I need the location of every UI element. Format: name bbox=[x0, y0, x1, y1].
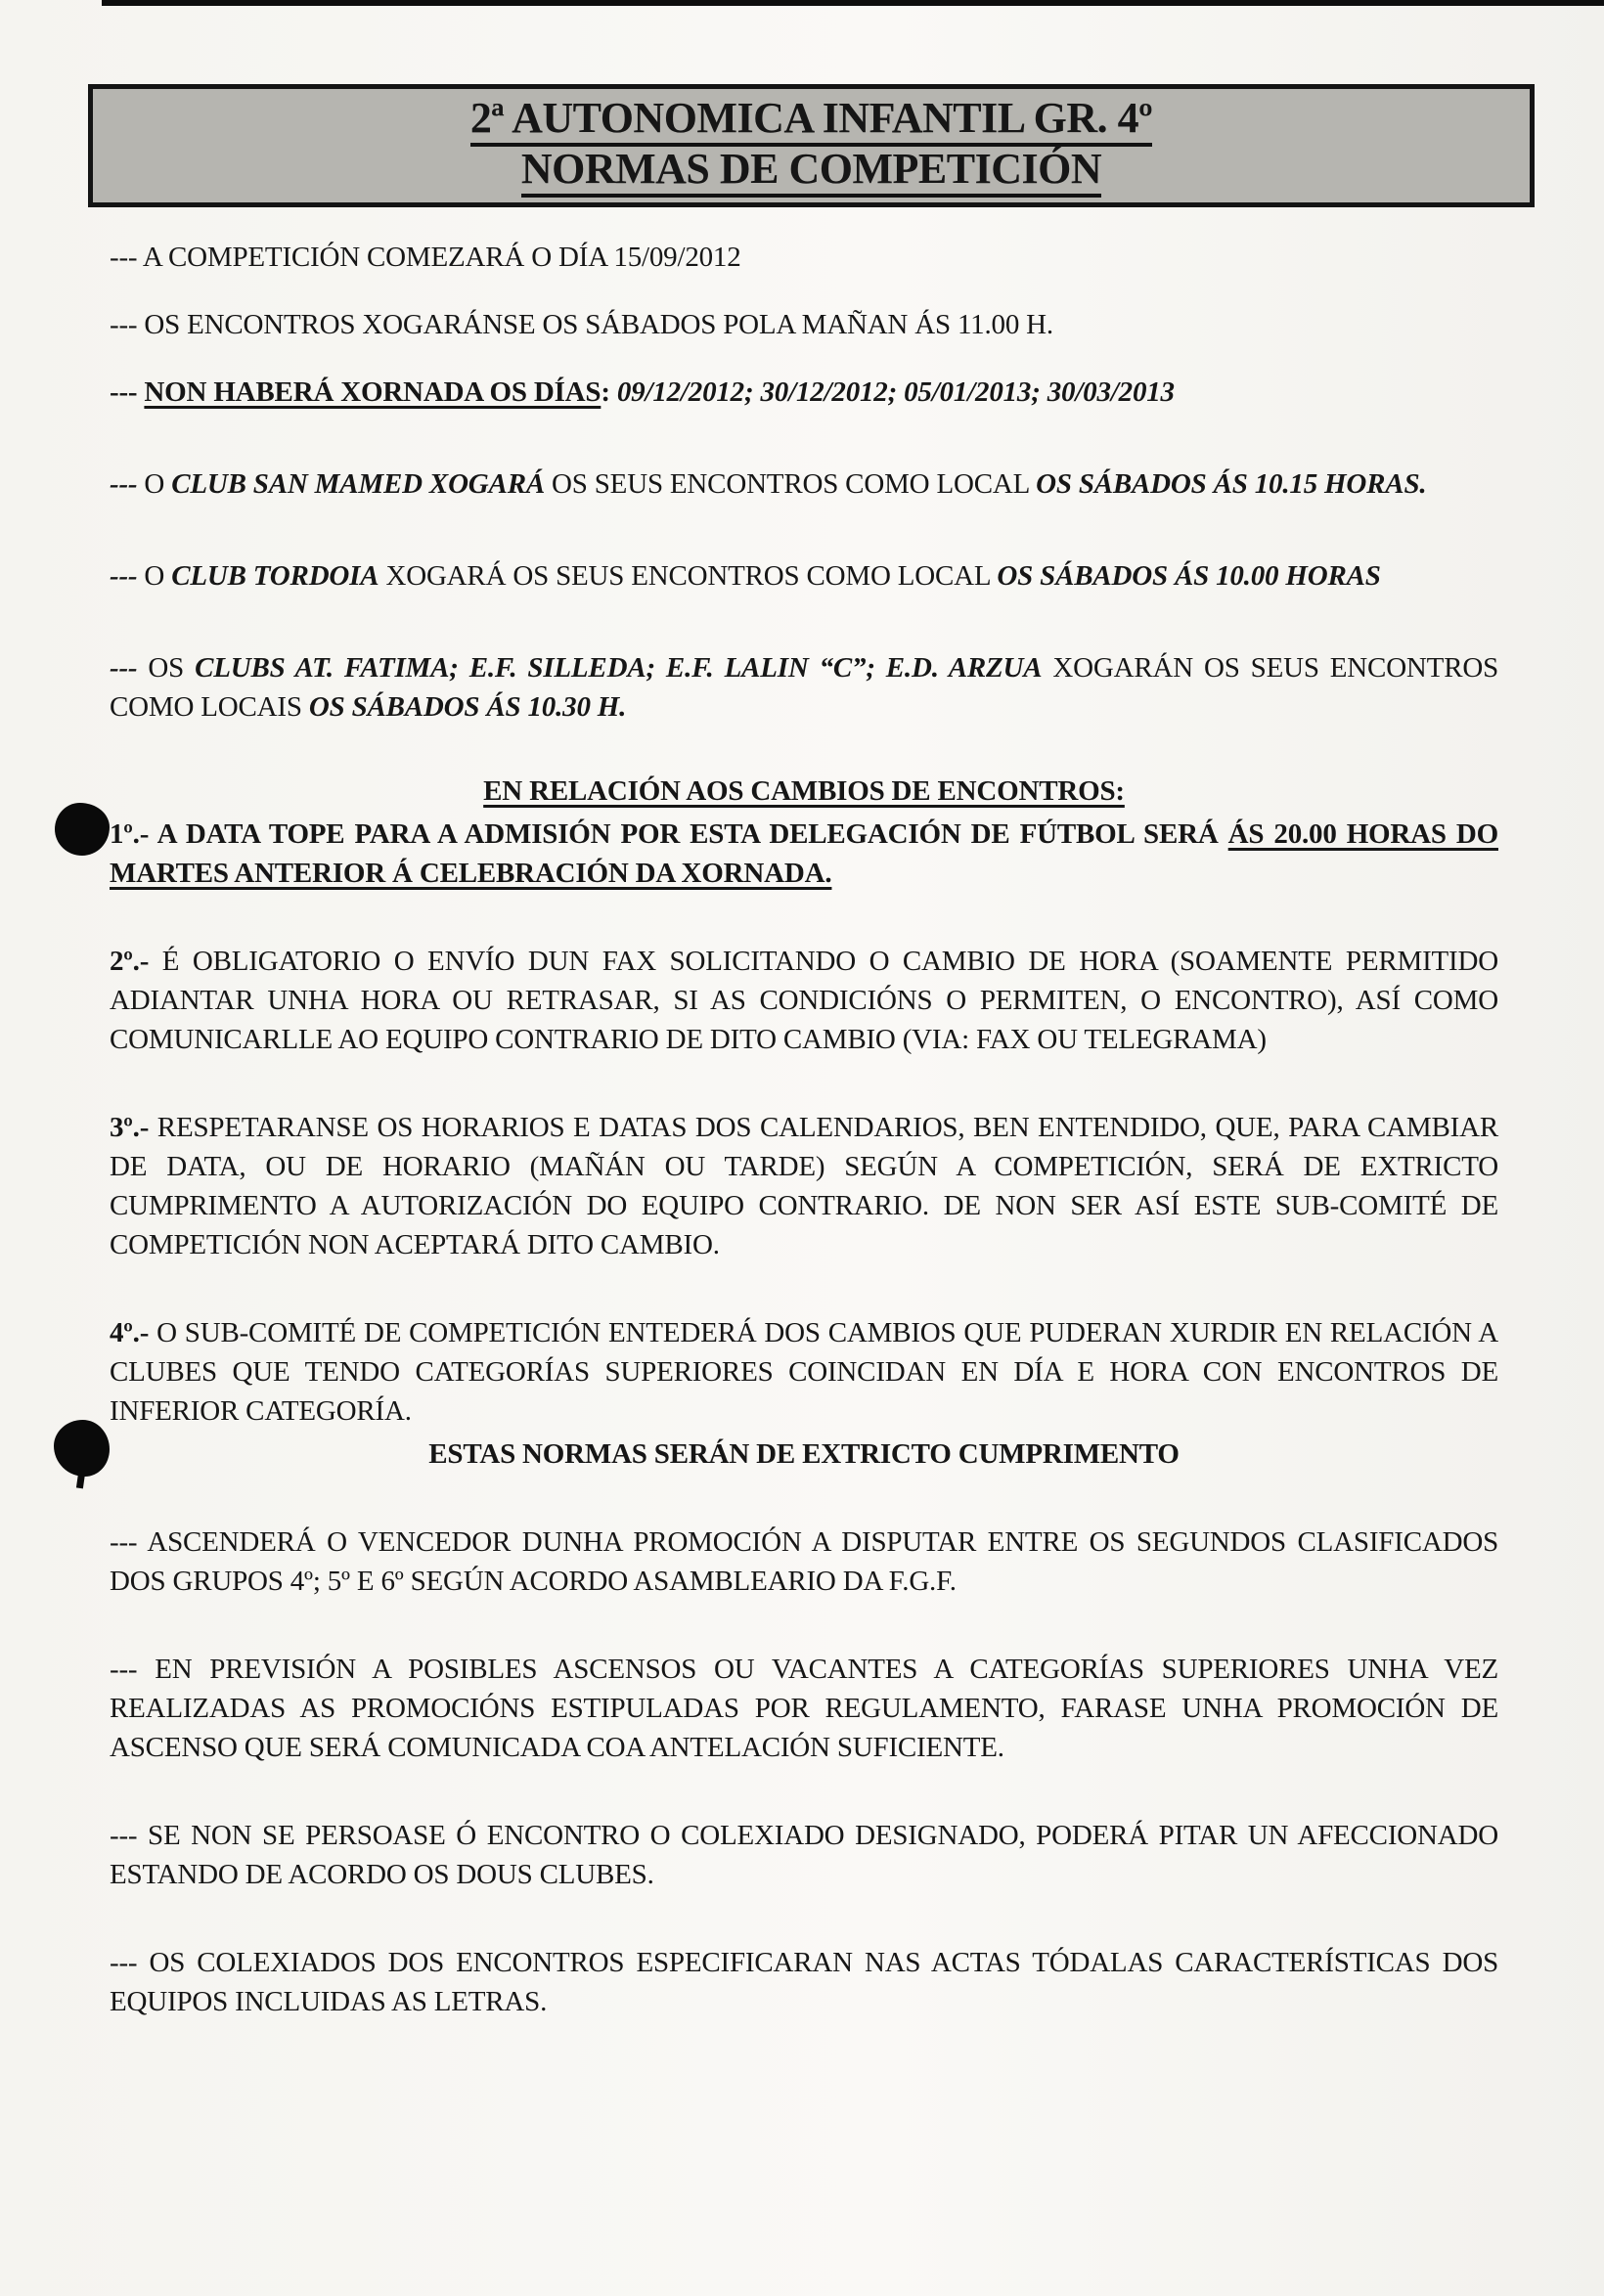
text-run: CLUB SAN MAMED XOGARÁ bbox=[171, 468, 545, 500]
rule-clubs-1030 bbox=[110, 648, 1498, 727]
text-run: OS SÁBADOS ÁS 10.30 H. bbox=[308, 691, 627, 723]
clause-1 bbox=[110, 815, 1498, 893]
text-run: CLUBS AT. FATIMA; E.F. SILLEDA; E.F. LALIN “C”; E.D. ARZUA bbox=[195, 652, 1043, 684]
text-run: EN RELACIÓN AOS CAMBIOS DE ENCONTROS: bbox=[483, 775, 1125, 807]
scan-edge-line bbox=[102, 0, 1604, 6]
text-run: OS SÁBADOS ÁS 10.00 HORAS bbox=[997, 560, 1381, 592]
rule-promotion-winner bbox=[110, 1523, 1498, 1601]
document-subtitle bbox=[93, 144, 1530, 195]
text-run: CLUB TORDOIA bbox=[171, 560, 379, 592]
emphasis-strict-compliance bbox=[110, 1435, 1498, 1474]
section-heading-changes bbox=[110, 772, 1498, 811]
text-run: --- A COMPETICIÓN COMEZARÁ O DÍA 15/09/2012 bbox=[110, 242, 741, 273]
text-run: NON HABERÁ XORNADA OS DÍAS bbox=[144, 376, 602, 408]
text-run: 2º.- bbox=[110, 946, 150, 977]
text-run: OS SEUS ENCONTROS COMO LOCAL bbox=[544, 468, 1037, 500]
text-run: --- bbox=[110, 376, 145, 408]
text-run: ESTAS NORMAS SERÁN DE EXTRICTO CUMPRIMENTO bbox=[428, 1438, 1180, 1470]
document-body bbox=[0, 200, 1604, 2021]
text-run: 4º.- bbox=[110, 1317, 150, 1348]
text-run: OS bbox=[148, 652, 196, 684]
text-run: O bbox=[144, 468, 172, 500]
rule-referee-absence bbox=[110, 1816, 1498, 1894]
text-run: : bbox=[601, 376, 617, 408]
text-run: É OBLIGATORIO O ENVÍO DUN FAX SOLICITANDO O CAMBIO DE HORA (SOAMENTE PERMITIDO ADIANTAR UNHA HORA OU RETRASAR, SI AS CONDICIÓNS O PERMITEN, O ENCONTRO), ASÍ COMO COMUNICARLLE AO EQUIPO CONTRARIO DE DITO CAMBIO (VIA: FAX OU TELEGRAMA) bbox=[110, 946, 1498, 1055]
text-run: XOGARÁ OS SEUS ENCONTROS COMO LOCAL bbox=[379, 560, 998, 592]
clause-3 bbox=[110, 1108, 1498, 1264]
text-run: RESPETARANSE OS HORARIOS E DATAS DOS CALENDARIOS, BEN ENTENDIDO, QUE, PARA CAMBIAR DE DATA, OU DE HORARIO (MAÑÁN OU TARDE) SEGÚN A COMPETICIÓN, SERÁ DE EXTRICTO CUMPRIMENTO A AUTORIZACIÓN DO EQUIPO CONTRARIO. DE NON SER ASÍ ESTE SUB-COMITÉ DE COMPETICIÓN NON ACEPTARÁ DITO CAMBIO. bbox=[110, 1112, 1498, 1260]
clause-2 bbox=[110, 942, 1498, 1059]
rule-club-tordoia bbox=[110, 556, 1498, 596]
text-run: 3º.- bbox=[110, 1112, 150, 1143]
text-run: --- bbox=[110, 652, 149, 684]
clause-4 bbox=[110, 1313, 1498, 1431]
text-run: O bbox=[144, 560, 172, 592]
rule-referee-acts bbox=[110, 1943, 1498, 2021]
text-run: --- bbox=[110, 468, 145, 500]
text-run: ÁS 20.00 HORAS DO MARTES ANTERIOR Á CELEBRACIÓN DA XORNADA. bbox=[110, 818, 1498, 889]
title-banner bbox=[88, 84, 1535, 207]
rule-club-san-mamed bbox=[110, 464, 1498, 504]
text-run: --- OS ENCONTROS XOGARÁNSE OS SÁBADOS POLA MAÑAN ÁS 11.00 H. bbox=[110, 309, 1053, 340]
text-run: 1º.- A DATA TOPE PARA A ADMISIÓN POR ESTA DELEGACIÓN DE FÚTBOL SERÁ bbox=[110, 818, 1228, 850]
text-run: XOGARÁN OS SEUS ENCONTROS COMO LOCAIS bbox=[110, 652, 1499, 723]
text-run: --- bbox=[110, 560, 145, 592]
rule-start-date bbox=[110, 238, 1498, 277]
text-run: --- OS COLEXIADOS DOS ENCONTROS ESPECIFICARAN NAS ACTAS TÓDALAS CARACTERÍSTICAS DOS EQUIPOS INCLUIDAS AS LETRAS. bbox=[110, 1947, 1498, 2017]
rule-match-time bbox=[110, 305, 1498, 344]
text-run: --- EN PREVISIÓN A POSIBLES ASCENSOS OU VACANTES A CATEGORÍAS SUPERIORES UNHA VEZ REALIZADAS AS PROMOCIÓNS ESTIPULADAS POR REGULAMENTO, FARASE UNHA PROMOCIÓN DE ASCENSO QUE SERÁ COMUNICADA COA ANTELACIÓN SUFICIENTE. bbox=[110, 1654, 1498, 1763]
text-run: --- ASCENDERÁ O VENCEDOR DUNHA PROMOCIÓN A DISPUTAR ENTRE OS SEGUNDOS CLASIFICADOS DOS GRUPOS 4º; 5º E 6º SEGÚN ACORDO ASAMBLEARIO DA F.G.F. bbox=[110, 1526, 1498, 1597]
text-run: --- SE NON SE PERSOASE Ó ENCONTRO O COLEXIADO DESIGNADO, PODERÁ PITAR UN AFECCIONADO ESTANDO DE ACORDO OS DOUS CLUBES. bbox=[110, 1820, 1498, 1890]
rule-no-matchday-dates bbox=[110, 373, 1498, 412]
rule-promotion-vacancies bbox=[110, 1650, 1498, 1767]
text-run: OS SÁBADOS ÁS 10.15 HORAS. bbox=[1036, 468, 1427, 500]
document-title-text: 2ª AUTONOMICA INFANTIL GR. 4º bbox=[470, 94, 1152, 147]
document-title bbox=[93, 93, 1530, 144]
text-run: 09/12/2012; 30/12/2012; 05/01/2013; 30/03/2013 bbox=[616, 376, 1175, 408]
document-subtitle-text: NORMAS DE COMPETICIÓN bbox=[521, 145, 1101, 198]
text-run: O SUB-COMITÉ DE COMPETICIÓN ENTEDERÁ DOS CAMBIOS QUE PUDERAN XURDIR EN RELACIÓN A CLUBES QUE TENDO CATEGORÍAS SUPERIORES COINCIDAN EN DÍA E HORA CON ENCONTROS DE INFERIOR CATEGORÍA. bbox=[110, 1317, 1498, 1427]
